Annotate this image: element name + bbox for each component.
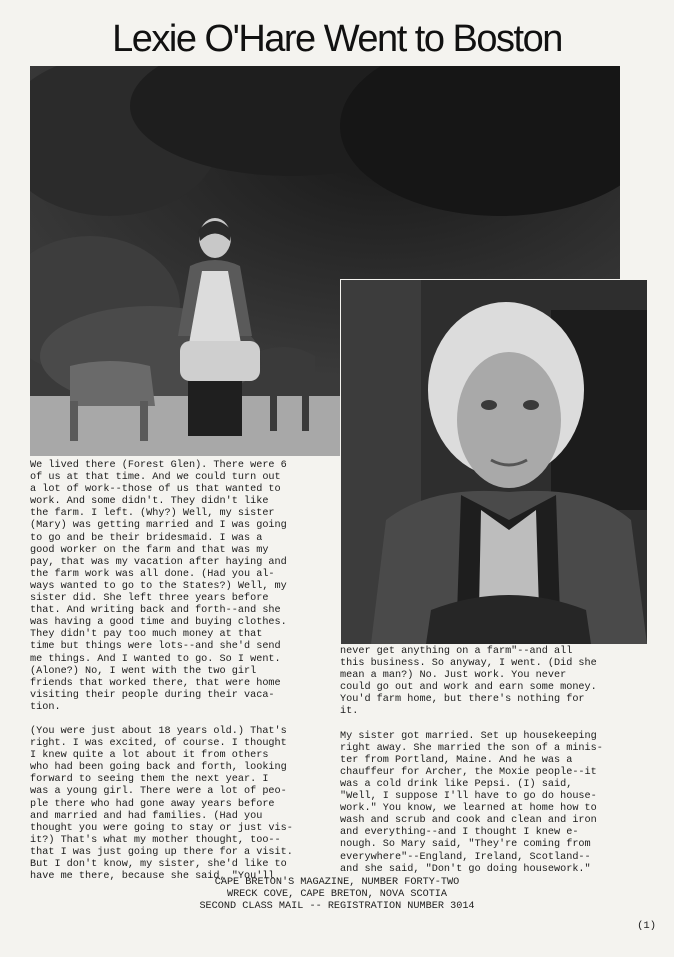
left-text-column <box>30 460 330 895</box>
right-text-column <box>340 646 640 888</box>
page-title: Lexie O'Hare Went to Boston <box>112 18 562 60</box>
footer-line: SECOND CLASS MAIL -- REGISTRATION NUMBER 3014 <box>199 901 475 912</box>
footer-line: CAPE BRETON'S MAGAZINE, NUMBER FORTY-TWO <box>214 877 460 888</box>
paragraph: never get anything on a farm"--and all this business. So anyway, I went. (Did she mean a man?) No. Just work. You never could go out and work and earn some money. You'd farm home, but there's nothing for it. <box>340 646 597 718</box>
photo-elderly-woman-portrait <box>340 279 648 645</box>
paragraph: We lived there (Forest Glen). There were 6 of us at that time. And we could turn out a lot of work--those of us that wanted to work. And some didn't. They didn't like the farm. I left. (Why?) Well, my sister (Mary) was getting married and I was going to go and be their bridesmaid. I was a good worker on the farm and that was my pay, that was my vacation after haying and the farm work was all done. (Had you al- ways wanted to go to the States?) Well, my sister did. She left three years before that. And writing back and forth--and she was having a good time and buying clothes. They didn't pay too much money at that time but things were lots--and she'd send me things. And I wanted to go. So I went. (Alone?) No, I went with the two girl friends that worked there, that were home visiting their people during their vaca- tion. <box>30 460 287 713</box>
footer-line: WRECK COVE, CAPE BRETON, NOVA SCOTIA <box>226 889 448 900</box>
paragraph: (You were just about 18 years old.) That's right. I was excited, of course. I thought I knew quite a lot about it from others who had been going back and forth, looking forward to seeing them the next year. I was a young girl. There were a lot of peo- ple there who had gone away years before and married and had families. (Had you thought you were going to stay or just vis- it?) That's what my mother thought, too-- that I was just going up there for a visit. But I don't know, my sister, she'd like to have me there, because she said, "You'll <box>30 725 293 883</box>
page-number: (1) <box>637 920 656 932</box>
magazine-footer <box>0 877 674 913</box>
paragraph: My sister got married. Set up housekeeping right away. She married the son of a minis- ter from Portland, Maine. And he was a chauffeur for Archer, the Moxie people--it was a cold drink like Pepsi. (I) said, "Well, I suppose I'll have to go do house- work." You know, we learned at home how to wash and scrub and cook and clean and iron and everything--and I thought I knew e- nough. So Mary said, "They're coming from everywhere"--England, Ireland, Scotland-- and she said, "Don't go doing housework." <box>340 730 603 875</box>
